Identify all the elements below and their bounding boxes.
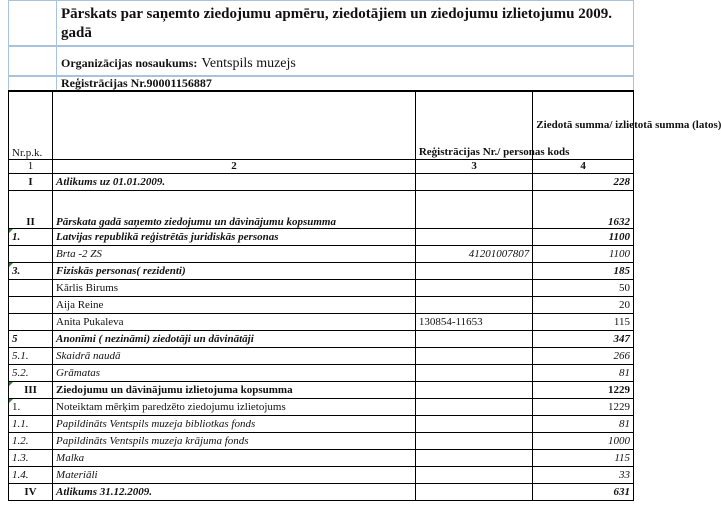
row-sum: 115 xyxy=(533,449,634,466)
row-code xyxy=(415,190,532,228)
row-sum: 115 xyxy=(533,313,634,330)
row-nr: 3. xyxy=(9,262,53,279)
table-row xyxy=(9,364,634,381)
table-row xyxy=(9,449,634,466)
row-code xyxy=(415,466,532,483)
row-nr: III xyxy=(9,381,53,398)
row-name: Anonīmi ( nezināmi) ziedotāji un dāvinātāji xyxy=(53,330,416,347)
row-code xyxy=(415,330,532,347)
header-name xyxy=(53,91,416,159)
registration-cell xyxy=(8,76,634,90)
row-nr: 1. xyxy=(9,398,53,415)
row-code xyxy=(415,449,532,466)
row-sum: 1632 xyxy=(533,190,634,228)
row-name: Atlikums uz 01.01.2009. xyxy=(53,173,416,190)
row-code xyxy=(415,173,532,190)
row-nr: 5 xyxy=(9,330,53,347)
header-sum: Ziedotā summa/ izlietotā summa (latos) xyxy=(533,91,634,159)
table-row xyxy=(9,415,634,432)
row-sum: 1229 xyxy=(533,398,634,415)
organization-label: Organizācijas nosaukums: xyxy=(61,56,198,70)
row-sum: 50 xyxy=(533,279,634,296)
table-row xyxy=(9,296,634,313)
row-nr: 1.2. xyxy=(9,432,53,449)
row-name: Kārlis Birums xyxy=(53,279,416,296)
table-row xyxy=(9,313,634,330)
row-name: Papildināts Ventspils muzeja bibliotkas fonds xyxy=(53,415,416,432)
row-code xyxy=(415,347,532,364)
table-row xyxy=(9,228,634,245)
row-code xyxy=(415,415,532,432)
organization-cell xyxy=(8,46,634,76)
row-name: Pārskata gadā saņemto ziedojumu un dāvinājumu kopsumma xyxy=(53,190,416,228)
column-number: 3 xyxy=(415,159,532,173)
table-row xyxy=(9,432,634,449)
row-name: Ziedojumu un dāvinājumu izlietojuma kopsumma xyxy=(53,381,416,398)
row-name: Noteiktam mērķim paredzēto ziedojumu izlietojums xyxy=(53,398,416,415)
table-row xyxy=(9,190,634,228)
row-name: Atlikums 31.12.2009. xyxy=(53,483,416,500)
column-number: 2 xyxy=(53,159,416,173)
row-nr: II xyxy=(9,190,53,228)
column-number: 4 xyxy=(533,159,634,173)
row-nr: 1.4. xyxy=(9,466,53,483)
table-row xyxy=(9,347,634,364)
row-sum: 631 xyxy=(533,483,634,500)
row-nr xyxy=(9,313,53,330)
row-sum: 1000 xyxy=(533,432,634,449)
row-sum: 1229 xyxy=(533,381,634,398)
organization-name: Ventspils muzejs xyxy=(201,56,296,71)
row-name: Skaidrā naudā xyxy=(53,347,416,364)
row-code xyxy=(415,262,532,279)
row-sum: 81 xyxy=(533,415,634,432)
table-header-row xyxy=(9,91,634,159)
row-code xyxy=(415,432,532,449)
row-code xyxy=(415,398,532,415)
row-nr: IV xyxy=(9,483,53,500)
row-sum: 81 xyxy=(533,364,634,381)
row-code xyxy=(415,364,532,381)
row-name: Malka xyxy=(53,449,416,466)
column-number: 1 xyxy=(9,159,53,173)
table-row xyxy=(9,466,634,483)
report-title-cell xyxy=(8,0,634,46)
row-name: Papildināts Ventspils muzeja krājuma fonds xyxy=(53,432,416,449)
row-sum: 33 xyxy=(533,466,634,483)
table-row xyxy=(9,483,634,500)
table-row xyxy=(9,330,634,347)
row-sum: 1100 xyxy=(533,228,634,245)
header-reg-code: Reģistrācijas Nr./ personas kods xyxy=(415,91,532,159)
row-sum: 185 xyxy=(533,262,634,279)
row-name: Anita Pukaleva xyxy=(53,313,416,330)
row-sum: 20 xyxy=(533,296,634,313)
row-nr xyxy=(9,245,53,262)
registration-number: Reģistrācijas Nr.90001156887 xyxy=(61,76,212,90)
row-nr: 1. xyxy=(9,228,53,245)
table-row xyxy=(9,245,634,262)
row-code: 130854-11653 xyxy=(415,313,532,330)
row-sum: 266 xyxy=(533,347,634,364)
row-code xyxy=(415,228,532,245)
organization-line xyxy=(61,56,296,72)
row-nr: 5.2. xyxy=(9,364,53,381)
row-name: Materiāli xyxy=(53,466,416,483)
row-nr xyxy=(9,279,53,296)
table-row xyxy=(9,398,634,415)
table-row xyxy=(9,279,634,296)
row-name: Grāmatas xyxy=(53,364,416,381)
row-nr: 5.1. xyxy=(9,347,53,364)
report-title: Pārskats par saņemto ziedojumu apmēru, ziedotājiem un ziedojumu izlietojumu 2009. gadā xyxy=(61,6,612,41)
table-row xyxy=(9,381,634,398)
row-sum: 228 xyxy=(533,173,634,190)
row-sum: 1100 xyxy=(533,245,634,262)
row-name: Aija Reine xyxy=(53,296,416,313)
table-row xyxy=(9,262,634,279)
row-nr: 1.1. xyxy=(9,415,53,432)
row-nr: 1.3. xyxy=(9,449,53,466)
row-code xyxy=(415,296,532,313)
row-sum: 347 xyxy=(533,330,634,347)
row-nr xyxy=(9,296,53,313)
table-row xyxy=(9,173,634,190)
row-name: Latvijas republikā reģistrētās juridiskās personas xyxy=(53,228,416,245)
row-name: Brta -2 ZS xyxy=(53,245,416,262)
donations-table xyxy=(8,90,721,501)
row-nr: I xyxy=(9,173,53,190)
row-name: Fiziskās personas( rezidenti) xyxy=(53,262,416,279)
row-code xyxy=(415,381,532,398)
column-number-row xyxy=(9,159,634,173)
header-nr: Nr.p.k. xyxy=(9,91,53,159)
row-code xyxy=(415,279,532,296)
row-code: 41201007807 xyxy=(415,245,532,262)
row-code xyxy=(415,483,532,500)
